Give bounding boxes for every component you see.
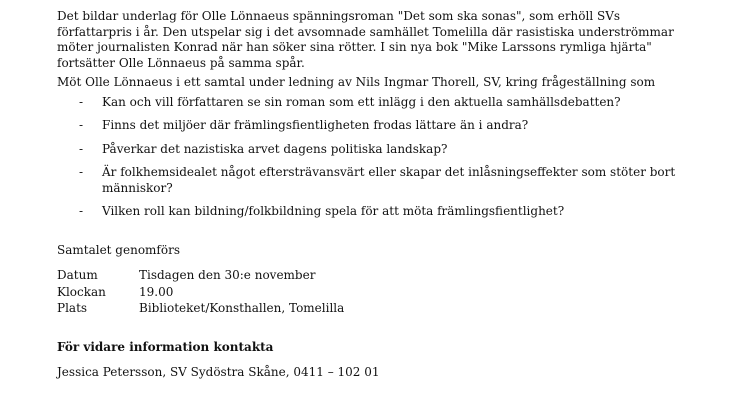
question-text: Kan och vill författaren se sin roman som ett inlägg i den aktuella samhällsdebatten? <box>102 94 621 109</box>
detail-label-place: Plats <box>57 301 88 315</box>
contact-info: Jessica Petersson, SV Sydöstra Skåne, 0411 – 102 01 <box>57 365 380 379</box>
question-text: Påverkar det nazistiska arvet dagens politiska landskap? <box>102 141 448 156</box>
question-text: Finns det miljöer där främlingsfientligheten frodas lättare än i andra? <box>102 118 529 132</box>
conducted-heading: Samtalet genomförs <box>57 242 180 257</box>
bullet-dash: - <box>79 204 84 218</box>
bullet-dash: - <box>79 94 84 109</box>
document-body <box>57 9 697 381</box>
list-item <box>57 204 697 220</box>
bullet-dash: - <box>79 141 84 156</box>
question-list <box>57 95 697 220</box>
detail-label-time: Klockan <box>57 284 106 299</box>
bullet-dash: - <box>79 165 84 179</box>
detail-value-date: Tisdagen den 30:e november <box>139 268 316 282</box>
detail-value-time: 19.00 <box>139 284 174 299</box>
list-item <box>57 95 697 111</box>
list-item <box>57 165 697 196</box>
table-row <box>57 267 344 284</box>
list-item <box>57 118 697 134</box>
table-row <box>57 300 344 317</box>
question-text: Vilken roll kan bildning/folkbildning spela för att möta främlingsfientlighet? <box>102 204 565 218</box>
detail-label-date: Datum <box>57 268 98 282</box>
list-item <box>57 142 697 158</box>
paragraph-meet-author: Möt Olle Lönnaeus i ett samtal under ledning av Nils Ingmar Thorell, SV, kring frågeställning som <box>57 75 656 89</box>
contact-heading: För vidare information kontakta <box>57 339 274 354</box>
detail-value-place: Biblioteket/Konsthallen, Tomelilla <box>139 301 345 315</box>
bullet-dash: - <box>79 118 84 132</box>
table-row <box>57 284 344 301</box>
event-details-table <box>57 267 344 317</box>
paragraph-intro-novel: Det bildar underlag för Olle Lönnaeus spänningsroman "Det som ska sonas", som erhöll SVs författarpris i år. Den utspelar sig i det avsomnade samhället Tomelilla där rasistiska underströmmar möter journalisten Konrad när han söker sina rötter. I sin nya bok "Mike Larssons rymliga hjärta" fortsätter Olle Lönnaeus på samma spår. <box>57 9 674 70</box>
question-text: Är folkhemsidealet något eftersträvansvärt eller skapar det inlåsningseffekter som stöter bort människor? <box>102 165 676 195</box>
